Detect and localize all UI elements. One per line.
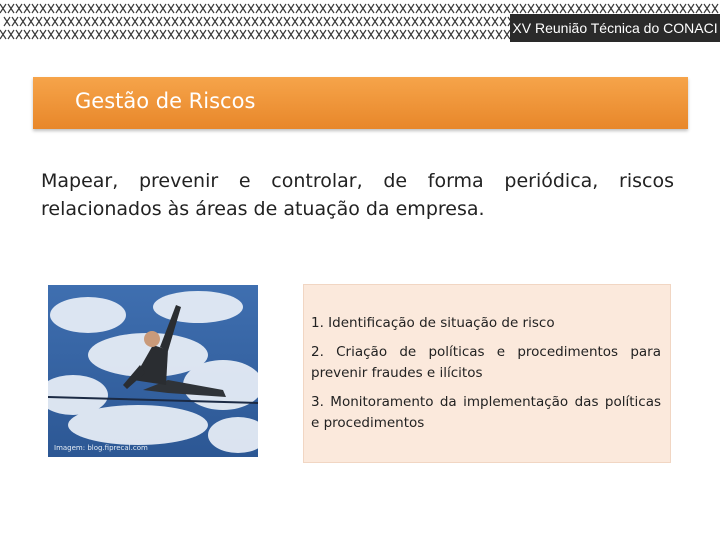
title-bar: [33, 77, 688, 129]
steps-list: [311, 313, 661, 442]
sky-illustration: [48, 285, 258, 457]
slide-title: Gestão de Riscos: [75, 89, 256, 113]
image-credit: Imagem: blog.fiprecal.com: [54, 444, 148, 452]
step-item: 1. Identificação de situação de risco: [311, 315, 555, 331]
step-item: 3. Monitoramento da implementação das políticas e procedimentos: [311, 394, 661, 431]
intro-text: Mapear, prevenir e controlar, de forma periódica, riscos relacionados às áreas de atuação da empresa.: [41, 170, 674, 220]
step-item: 2. Criação de políticas e procedimentos para prevenir fraudes e ilícitos: [311, 344, 661, 381]
decorative-header-pattern: [0, 0, 720, 48]
tightrope-businessman-image: [48, 285, 258, 457]
conference-name: XV Reunião Técnica do CONACI: [512, 20, 718, 36]
steps-box: [303, 284, 671, 463]
conference-badge: [510, 14, 720, 42]
